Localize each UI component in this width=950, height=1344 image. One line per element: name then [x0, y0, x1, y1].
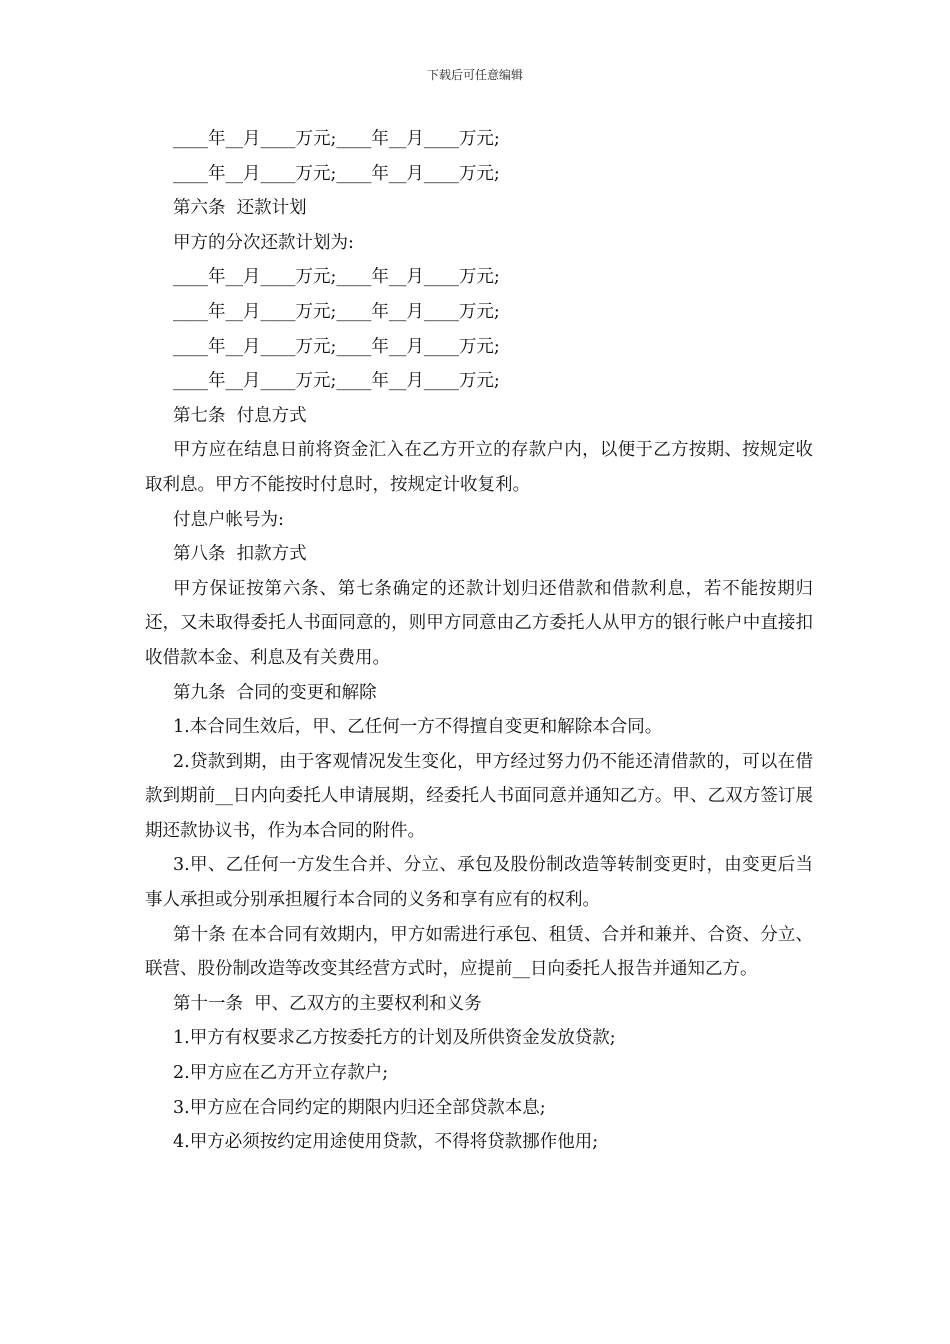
- repayment-schedule-line: ____年__月____万元;____年__月____万元;: [173, 163, 500, 184]
- article-9-item-2: 2.贷款到期，由于客观情况发生变化，甲方经过努力仍不能还清借款的，可以在借款到期前__日内向委托人申请展期，经委托人书面同意并通知乙方。甲、乙双方签订展期还款协议书，作为本合同的附件。: [145, 751, 813, 841]
- article-10-paragraph: 第十条 在本合同有效期内，甲方如需进行承包、租赁、合并和兼并、合资、分立、联营、股份制改造等改变其经营方式时，应提前__日向委托人报告并通知乙方。: [145, 924, 813, 980]
- article-11-item-3: 3.甲方应在合同约定的期限内归还全部贷款本息;: [173, 1097, 546, 1118]
- article-7-paragraph: 甲方应在结息日前将资金汇入在乙方开立的存款户内，以便于乙方按期、按规定收取利息。甲方不能按时付息时，按规定计收复利。: [145, 440, 813, 495]
- repayment-schedule-line: ____年__月____万元;____年__月____万元;: [173, 336, 500, 357]
- document-body: [145, 122, 813, 1160]
- article-11-heading: 第十一条 甲、乙双方的主要权利和义务: [173, 993, 482, 1014]
- article-9-item-1: 1.本合同生效后，甲、乙任何一方不得擅自变更和解除本合同。: [173, 717, 663, 738]
- article-11-item-4: 4.甲方必须按约定用途使用贷款，不得将贷款挪作他用;: [173, 1132, 599, 1153]
- repayment-schedule-line: ____年__月____万元;____年__月____万元;: [173, 267, 500, 288]
- repayment-schedule-line: ____年__月____万元;____年__月____万元;: [173, 371, 500, 392]
- article-6-intro: 甲方的分次还款计划为:: [173, 232, 354, 253]
- interest-account-line: 付息户帐号为:: [173, 509, 284, 530]
- article-9-heading: 第九条 合同的变更和解除: [173, 682, 377, 703]
- article-8-heading: 第八条 扣款方式: [173, 544, 307, 565]
- article-8-paragraph: 甲方保证按第六条、第七条确定的还款计划归还借款和借款利息，若不能按期归还，又未取得委托人书面同意的，则甲方同意由乙方委托人从甲方的银行帐户中直接扣收借款本金、利息及有关费用。: [145, 578, 813, 668]
- article-11-item-2: 2.甲方应在乙方开立存款户;: [173, 1063, 389, 1084]
- page-header: 下载后可任意编辑: [426, 68, 523, 82]
- article-6-heading: 第六条 还款计划: [173, 198, 307, 219]
- repayment-schedule-line: ____年__月____万元;____年__月____万元;: [173, 129, 500, 149]
- article-9-item-3: 3.甲、乙任何一方发生合并、分立、承包及股份制改造等转制变更时，由变更后当事人承担或分别承担履行本合同的义务和享有应有的权利。: [145, 855, 813, 911]
- repayment-schedule-line: ____年__月____万元;____年__月____万元;: [173, 301, 500, 322]
- article-11-item-1: 1.甲方有权要求乙方按委托方的计划及所供资金发放贷款;: [173, 1028, 616, 1049]
- article-7-heading: 第七条 付息方式: [173, 405, 307, 426]
